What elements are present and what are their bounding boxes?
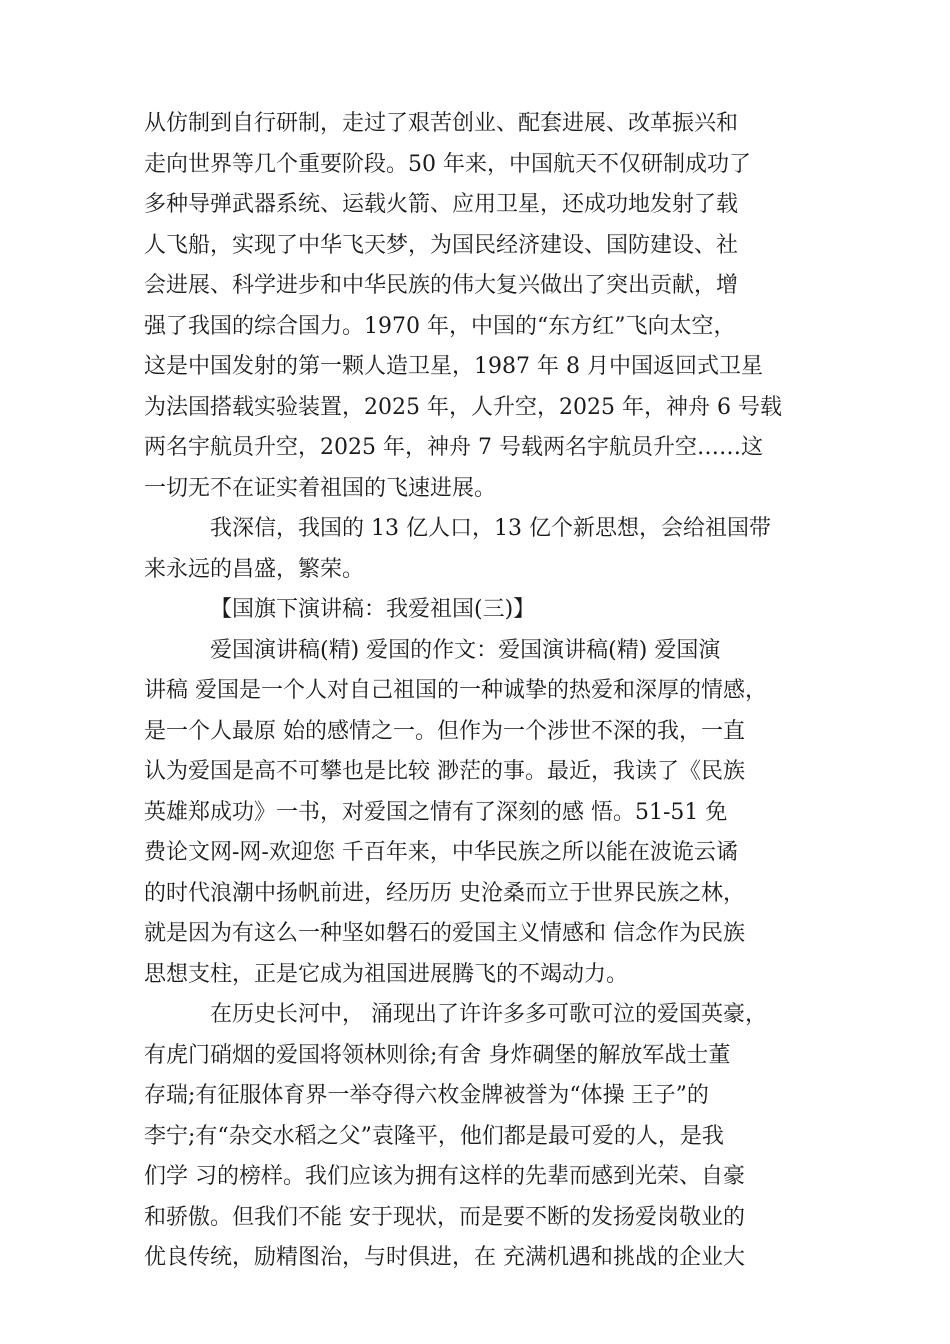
- text-line: 认为爱国是高不可攀也是比较 渺茫的事。最近，我读了《民族: [144, 759, 745, 784]
- text-line: 来永远的昌盛，繁荣。: [144, 556, 365, 582]
- text-line: 这是中国发射的第一颗人造卫星，1987 年 8 月中国返回式卫星: [144, 354, 763, 379]
- text-line: 是一个人最原 始的感情之一。但作为一个涉世不深的我，一直: [144, 718, 745, 744]
- text-line: 们学 习的榜样。我们应该为拥有这样的先辈而感到光荣、自豪: [144, 1164, 745, 1189]
- text-line: 优良传统，励精图治，与时俱进，在 充满机遇和挑战的企业大: [144, 1245, 745, 1270]
- text-line: 走向世界等几个重要阶段。50 年来，中国航天不仅研制成功了: [144, 151, 751, 177]
- text-line: 【国旗下演讲稿：我爱祖国(三)】: [210, 597, 536, 622]
- text-line: 为法国搭载实验装置，2025 年，人升空，2025 年，神舟 6 号载: [144, 394, 782, 420]
- text-line: 思想支柱，正是它成为祖国进展腾飞的不竭动力。: [144, 961, 629, 987]
- text-line: 有虎门硝烟的爱国将领林则徐;有舍 身炸碉堡的解放军战士董: [144, 1042, 731, 1068]
- text-line: 就是因为有这么一种坚如磐石的爱国主义情感和 信念作为民族: [144, 921, 745, 946]
- text-line: 两名宇航员升空，2025 年，神舟 7 号载两名宇航员升空……这: [144, 435, 763, 460]
- text-line: 一切无不在证实着祖国的飞速进展。: [144, 475, 497, 501]
- text-line: 英雄郑成功》一书，对爱国之情有了深刻的感 悟。51-51 免: [144, 799, 728, 825]
- text-line: 李宁;有“杂交水稻之父”袁隆平，他们都是最可爱的人，是我: [144, 1123, 724, 1149]
- text-line: 从仿制到自行研制，走过了艰苦创业、配套进展、改革振兴和: [144, 111, 739, 136]
- text-line: 在历史长河中， 涌现出了许许多多可歌可泣的爱国英豪，: [210, 1002, 767, 1027]
- text-line: 强了我国的综合国力。1970 年，中国的“东方红”飞向太空，: [144, 313, 736, 339]
- text-line: 爱国演讲稿(精) 爱国的作文：爱国演讲稿(精) 爱国演: [210, 637, 721, 663]
- text-line: 多种导弹武器系统、运载火箭、应用卫星，还成功地发射了载: [144, 192, 739, 217]
- text-line: 讲稿 爱国是一个人对自己祖国的一种诚挚的热爱和深厚的情感，: [144, 678, 767, 703]
- text-line: 我深信，我国的 13 亿人口，13 亿个新思想，会给祖国带: [210, 516, 771, 541]
- text-line: 和骄傲。但我们不能 安于现状，而是要不断的发扬爱岗敬业的: [144, 1204, 745, 1230]
- text-line: 的时代浪潮中扬帆前进，经历历 史沧桑而立于世界民族之林，: [144, 880, 745, 906]
- document-body: [144, 104, 824, 1279]
- text-line: 存瑞;有征服体育界一举夺得六枚金牌被誉为“体操 王子”的: [144, 1083, 709, 1108]
- text-line: 会进展、科学进步和中华民族的伟大复兴做出了突出贡献，增: [144, 273, 739, 298]
- text-line: 人飞船，实现了中华飞天梦，为国民经济建设、国防建设、社: [144, 232, 739, 258]
- text-line: 费论文网-网-欢迎您 千百年来，中华民族之所以能在波诡云谲: [144, 840, 738, 865]
